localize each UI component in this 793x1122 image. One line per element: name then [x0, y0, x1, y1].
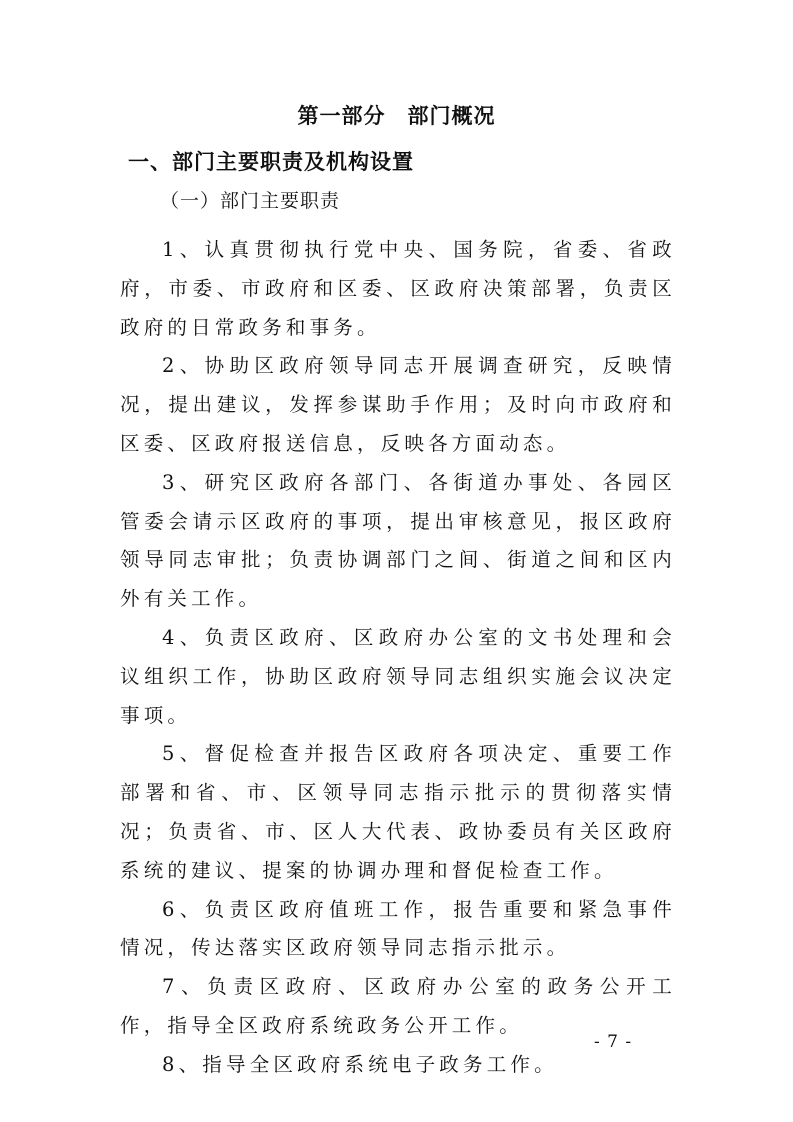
- paragraph-4: 4、负责区政府、区政府办公室的文书处理和会议组织工作，协助区政府领导同志组织实施会议决定事项。: [120, 625, 676, 727]
- page-number: - 7 -: [594, 1032, 633, 1052]
- paragraph-2: 2、协助区政府领导同志开展调查研究，反映情况，提出建议，发挥参谋助手作用；及时向市政府和区委、区政府报送信息，反映各方面动态。: [120, 354, 676, 455]
- paragraph-5: 5、督促检查并报告区政府各项决定、重要工作部署和省、市、区领导同志指示批示的贯彻落实情况；负责省、市、区人大代表、政协委员有关区政府系统的建议、提案的协调办理和督促检查工作。: [120, 742, 676, 882]
- paragraph-6: 6、负责区政府值班工作，报告重要和紧急事件情况，传达落实区政府领导同志指示批示。: [120, 897, 676, 960]
- paragraph-1: 1、认真贯彻执行党中央、国务院，省委、省政府，市委、市政府和区委、区政府决策部署，负责区政府的日常政务和事务。: [120, 238, 676, 339]
- subsection-heading: （一）部门主要职责: [160, 190, 341, 212]
- part-title: 第一部分 部门概况: [297, 104, 496, 128]
- paragraph-7: 7、负责区政府、区政府办公室的政务公开工作，指导全区政府系统政务公开工作。: [120, 975, 676, 1037]
- paragraph-3: 3、研究区政府各部门、各街道办事处、各园区管委会请示区政府的事项，提出审核意见，报区政府领导同志审批；负责协调部门之间、街道之间和区内外有关工作。: [120, 470, 676, 611]
- paragraph-8: 8、指导全区政府系统电子政务工作。: [162, 1052, 558, 1076]
- body-text: [120, 231, 676, 1085]
- section-heading: 一、部门主要职责及机构设置: [128, 150, 414, 174]
